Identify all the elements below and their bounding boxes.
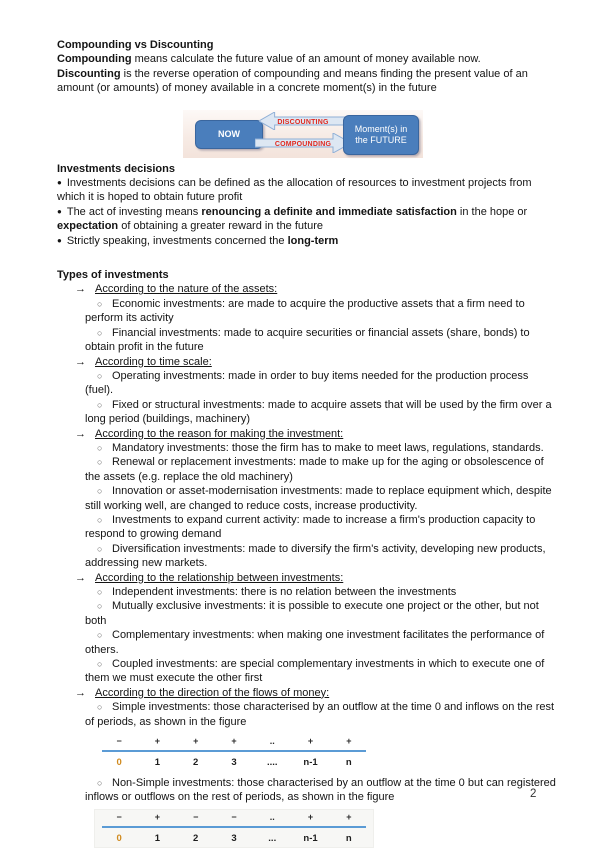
timeline-tick-slot [215, 822, 253, 832]
diagram-arrows [259, 110, 347, 158]
list-item [57, 776, 559, 805]
future-box-line2: the FUTURE [355, 134, 407, 145]
period-label: 1 [154, 757, 161, 769]
doc-title: Compounding vs Discounting [57, 39, 214, 51]
text-run: Diversification investments: made to diversify the firm's activity, developing new products, addressing new markets. [85, 542, 546, 570]
period-label: 3 [231, 757, 237, 769]
list-item [57, 282, 559, 296]
arrow-bullet-icon: → [75, 571, 86, 584]
circle-bullet-icon: ○ [97, 630, 103, 641]
circle-bullet-icon: ○ [97, 327, 103, 338]
cashflow-sign: − [193, 811, 199, 822]
text-run: Coupled investments: are special complementary investments in which to execute one of them we must execute the other first [85, 658, 545, 685]
simple-investments-timeline [95, 734, 373, 771]
period-label: .... [266, 757, 278, 769]
timeline-tick-slot [291, 746, 329, 756]
text-run: Financial investments: made to acquire securities or financial assets (share, bonds) to obtain profit in the future [85, 326, 530, 354]
page-number: 2 [530, 788, 537, 800]
circle-bullet-icon: ○ [97, 702, 103, 713]
timeline-tick-slot [330, 822, 368, 832]
list-item [57, 700, 559, 729]
text-run: means calculate the future value of an amount of money available now. [131, 53, 481, 66]
period-label: 3 [231, 832, 237, 844]
bullet-icon: ● [57, 178, 62, 188]
text-run: Compounding [57, 53, 132, 66]
list-item [57, 234, 543, 248]
period-label: n [345, 757, 352, 769]
text-run: Complementary investments: when making one investment facilitates the performance of others. [85, 629, 545, 656]
text-run: Investments to expand current activity: made to increase a firm's production capacity to respond to growing demand [85, 513, 536, 541]
cashflow-sign: + [154, 736, 161, 747]
period-label: n-1 [303, 757, 318, 769]
intro-paragraph-compounding [57, 52, 543, 66]
cashflow-sign: + [346, 736, 352, 747]
period-label: ... [268, 832, 277, 844]
text-run: Economic investments: are made to acquire the productive assets that a firm need to perform its activity [85, 297, 525, 325]
arrow-bullet-icon: → [75, 427, 86, 440]
text-run: expectation [57, 220, 119, 233]
period-label: 0 [116, 832, 122, 844]
list-item [57, 355, 559, 369]
circle-bullet-icon: ○ [97, 601, 103, 612]
cashflow-sign: − [116, 811, 122, 822]
list-item [57, 441, 559, 455]
arrow-bullet-icon: → [75, 686, 86, 699]
text-run: According to the relationship between investments: [95, 571, 344, 584]
cashflow-sign: + [307, 811, 314, 822]
compounding-discounting-diagram [183, 110, 423, 158]
list-item [57, 686, 559, 700]
text-run: is the reverse operation of compounding and means finding the present value of an amount (or amounts) of money available in a concrete moment(s) in the future [57, 67, 528, 95]
cashflow-sign: + [307, 736, 314, 747]
circle-bullet-icon: ○ [97, 442, 103, 453]
cashflow-sign: + [346, 811, 352, 822]
timeline-tick-slot [253, 746, 291, 756]
timeline-signs-row [100, 736, 368, 746]
period-label: 0 [116, 757, 122, 769]
discounting-label: DISCOUNTING [277, 118, 329, 126]
period-label: n [345, 832, 352, 844]
timeline-labels-row [100, 756, 368, 769]
text-run: According to the nature of the assets: [95, 283, 278, 296]
text-run: Investments decisions can be defined as the allocation of resources to investment projects from which it is hoped to obtain future profit [57, 177, 532, 204]
bullet-icon: ● [57, 235, 62, 245]
text-run: Discounting [57, 67, 121, 80]
timeline-signs-row [100, 812, 368, 822]
circle-bullet-icon: ○ [97, 298, 103, 309]
list-item [57, 513, 559, 542]
timeline-axis [100, 822, 368, 832]
timeline-tick-slot [100, 746, 138, 756]
section-heading-investments-decisions: Investments decisions [57, 162, 175, 175]
arrow-bullet-icon: → [75, 355, 86, 368]
circle-bullet-icon: ○ [97, 399, 103, 410]
list-item [57, 628, 559, 657]
text-run: The act of investing means [66, 205, 202, 218]
timeline-tick-slot [177, 746, 215, 756]
list-item [57, 398, 559, 427]
timeline-tick-slot [215, 746, 253, 756]
cashflow-sign: .. [269, 736, 275, 747]
text-run: Non-Simple investments: those characterised by an outflow at the time 0 but can registered inflows or outflows on the rest of periods, as shown in the figure [85, 777, 556, 804]
text-run: Operating investments: made in order to buy items needed for the production process (fuel). [85, 369, 529, 397]
text-run: Renewal or replacement investments: made to make up for the aging or obsolescence of the assets (e.g. replace the old machinery) [85, 456, 544, 483]
circle-bullet-icon: ○ [97, 587, 103, 597]
list-item [57, 369, 559, 398]
timeline-tick-slot [177, 822, 215, 832]
list-item [57, 484, 559, 513]
text-run: Simple investments: those characterised by an outflow at the time 0 and inflows on the rest of periods, as shown in the figure [85, 701, 555, 728]
text-run: Innovation or asset-modernisation investments: made to replace equipment which, despite still working well, are changed to reduce costs, increase productivity. [85, 485, 552, 512]
text-run: renouncing a definite and immediate satisfaction [201, 205, 457, 218]
period-label: 2 [193, 832, 199, 844]
list-item [57, 542, 559, 571]
types-of-investments-list [57, 282, 559, 846]
timeline-tick-slot [291, 822, 329, 832]
timeline-tick-slot [100, 822, 138, 832]
cashflow-sign: − [116, 736, 122, 747]
circle-bullet-icon: ○ [97, 486, 103, 497]
timeline-tick-slot [138, 746, 176, 756]
section-heading-types-of-investments: Types of investments [57, 269, 169, 282]
future-box-line1: Moment(s) in [354, 123, 408, 134]
text-run: Strictly speaking, investments concerned the [66, 234, 288, 247]
list-item [57, 297, 559, 326]
period-label: n-1 [303, 832, 318, 844]
list-item [57, 657, 559, 686]
list-item [57, 571, 559, 585]
list-item [57, 455, 559, 484]
list-item [57, 585, 559, 599]
circle-bullet-icon: ○ [97, 778, 103, 789]
cashflow-sign: .. [269, 811, 275, 822]
list-item [57, 599, 559, 628]
circle-bullet-icon: ○ [97, 457, 103, 468]
list-item [57, 427, 559, 441]
timeline-tick-slot [138, 822, 176, 832]
future-box [343, 115, 419, 155]
period-label: 1 [154, 832, 161, 844]
text-run: long-term [287, 234, 339, 247]
text-run: According to time scale: [95, 355, 212, 368]
timeline-axis [100, 746, 368, 756]
compounding-label: COMPOUNDING [274, 140, 332, 148]
bullet-icon: ● [57, 206, 62, 216]
investments-decisions-list [57, 176, 543, 248]
intro-paragraph-discounting [57, 67, 543, 96]
cashflow-sign: + [193, 736, 199, 747]
text-run: Fixed or structural investments: made to acquire assets that will be used by the firm over a long period (buildings, machinery) [85, 398, 552, 426]
text-run: According to the reason for making the investment: [95, 427, 344, 440]
text-run: According to the direction of the flows of money: [95, 686, 330, 699]
list-item [57, 326, 559, 355]
timeline-tick-slot [330, 746, 368, 756]
text-run: in the hope or [456, 205, 528, 218]
now-box: NOW [195, 120, 263, 149]
cashflow-sign: − [231, 811, 237, 822]
timeline-tick-slot [253, 822, 291, 832]
text-run: Mutually exclusive investments: it is possible to execute one project or the other, but not both [85, 600, 539, 627]
circle-bullet-icon: ○ [97, 370, 103, 381]
text-run: Mandatory investments: those the firm has to make to meet laws, regulations, standards. [112, 441, 544, 454]
circle-bullet-icon: ○ [97, 514, 103, 525]
circle-bullet-icon: ○ [97, 543, 103, 554]
list-item [57, 205, 543, 234]
timeline-labels-row [100, 832, 368, 845]
list-item [57, 176, 543, 205]
circle-bullet-icon: ○ [97, 659, 103, 670]
arrow-bullet-icon: → [75, 283, 86, 296]
text-run: Independent investments: there is no relation between the investments [112, 586, 457, 598]
cashflow-sign: + [231, 736, 237, 747]
cashflow-sign: + [154, 811, 161, 822]
text-run: of obtaining a greater reward in the future [118, 220, 323, 233]
non-simple-investments-timeline [95, 810, 373, 847]
period-label: 2 [193, 757, 199, 769]
